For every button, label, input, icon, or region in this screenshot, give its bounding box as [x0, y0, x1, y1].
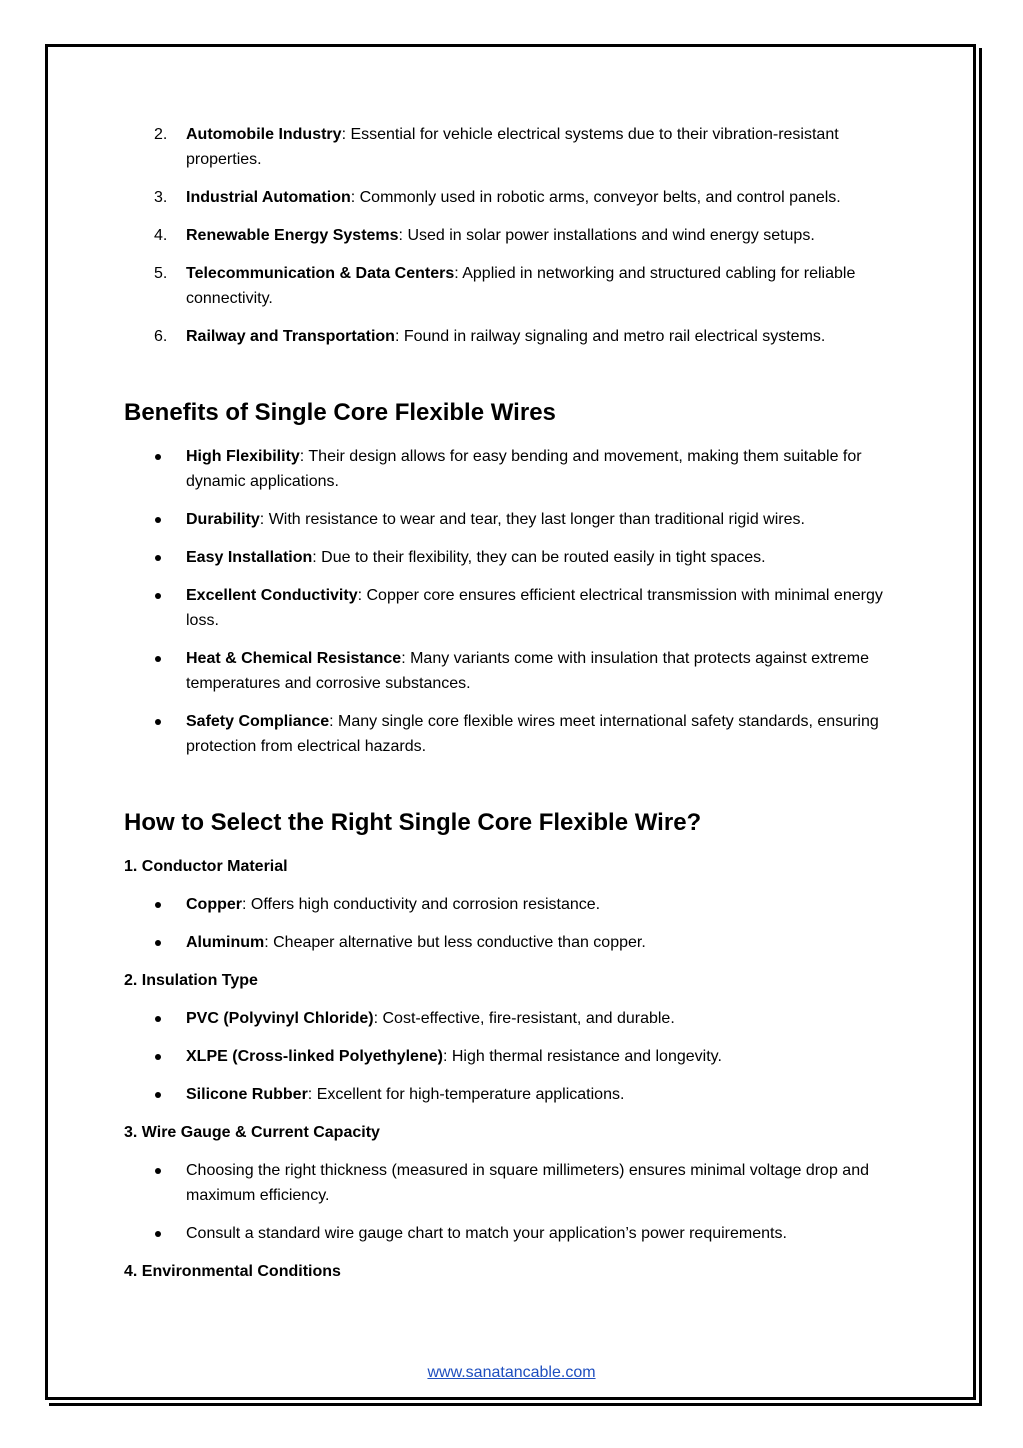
selection-list-item: [124, 1158, 904, 1208]
list-number: 2.: [154, 126, 168, 143]
item-term: Durability: [186, 511, 260, 528]
item-term: Automobile Industry: [186, 126, 342, 143]
bullet-icon: [155, 719, 161, 725]
item-term: Telecommunication & Data Centers: [186, 265, 455, 282]
item-description: : Many variants come with insulation that protects against extreme temperatures and corrosive substances.: [186, 650, 869, 692]
item-term: Silicone Rubber: [186, 1086, 308, 1103]
section-subheading: 4. Environmental Conditions: [124, 1263, 341, 1280]
bullet-icon: [155, 902, 161, 908]
bullet-icon: [155, 593, 161, 599]
benefit-list-item: [124, 583, 904, 633]
section-subheading: 3. Wire Gauge & Current Capacity: [124, 1124, 380, 1141]
item-term: Safety Compliance: [186, 713, 330, 730]
page-content: [124, 122, 904, 1297]
list-number: 6.: [154, 328, 168, 345]
item-description: : Excellent for high-temperature applications.: [307, 1086, 625, 1103]
benefit-list-item: [124, 444, 904, 494]
bullet-icon: [155, 454, 161, 460]
item-description: : Commonly used in robotic arms, conveyor belts, and control panels.: [350, 189, 841, 206]
benefit-list-item: [124, 545, 904, 570]
selection-list-item: [124, 1221, 904, 1246]
benefits-list: [124, 444, 904, 759]
benefit-list-item: [124, 646, 904, 696]
numbered-list-item: [124, 122, 904, 172]
section-subheading: 2. Insulation Type: [124, 972, 258, 989]
item-term: Easy Installation: [186, 549, 313, 566]
selection-list-item: [124, 930, 904, 955]
selection-list-item: [124, 1006, 904, 1031]
item-term: Heat & Chemical Resistance: [186, 650, 402, 667]
numbered-list-item: [124, 185, 904, 210]
item-description: : Cost-effective, fire-resistant, and durable.: [373, 1010, 675, 1027]
numbered-list-item: [124, 324, 904, 349]
bullet-icon: [155, 1168, 161, 1174]
list-number: 4.: [154, 227, 168, 244]
selection-list-item: [124, 1082, 904, 1107]
bullet-icon: [155, 517, 161, 523]
bullet-icon: [155, 940, 161, 946]
item-term: Aluminum: [186, 934, 265, 951]
footer: [0, 1364, 1023, 1382]
item-term: Copper: [186, 896, 242, 913]
item-description: Consult a standard wire gauge chart to match your application’s power requirements.: [186, 1225, 787, 1242]
bullet-icon: [155, 1231, 161, 1237]
item-description: : Copper core ensures efficient electrical transmission with minimal energy loss.: [186, 587, 883, 629]
item-description: : Due to their flexibility, they can be routed easily in tight spaces.: [312, 549, 766, 566]
item-description: : High thermal resistance and longevity.: [442, 1048, 722, 1065]
item-description: Choosing the right thickness (measured in square millimeters) ensures minimal voltage drop and maximum efficiency.: [186, 1162, 869, 1204]
list-number: 3.: [154, 189, 168, 206]
section-subheading: 1. Conductor Material: [124, 858, 288, 875]
numbered-list-item: [124, 261, 904, 311]
list-number: 5.: [154, 265, 168, 282]
item-term: Industrial Automation: [186, 189, 351, 206]
benefit-list-item: [124, 507, 904, 532]
item-term: High Flexibility: [186, 448, 300, 465]
selection-list-item: [124, 892, 904, 917]
item-term: XLPE (Cross-linked Polyethylene): [186, 1048, 443, 1065]
bullet-icon: [155, 656, 161, 662]
bullet-icon: [155, 1092, 161, 1098]
benefits-heading: Benefits of Single Core Flexible Wires: [124, 399, 556, 426]
selection-list-item: [124, 1044, 904, 1069]
bullet-icon: [155, 1016, 161, 1022]
item-description: : Offers high conductivity and corrosion resistance.: [242, 896, 601, 913]
item-term: PVC (Polyvinyl Chloride): [186, 1010, 374, 1027]
item-term: Railway and Transportation: [186, 328, 395, 345]
item-description: : Applied in networking and structured cabling for reliable connectivity.: [186, 265, 856, 307]
item-description: : Their design allows for easy bending and movement, making them suitable for dynamic applications.: [186, 448, 862, 490]
item-description: : Found in railway signaling and metro rail electrical systems.: [394, 328, 826, 345]
bullet-icon: [155, 555, 161, 561]
item-description: : Many single core flexible wires meet international safety standards, ensuring protection from electrical hazards.: [186, 713, 879, 755]
item-description: : With resistance to wear and tear, they last longer than traditional rigid wires.: [259, 511, 805, 528]
item-description: : Used in solar power installations and wind energy setups.: [398, 227, 815, 244]
applications-list: [124, 122, 904, 349]
item-description: : Cheaper alternative but less conductive than copper.: [264, 934, 646, 951]
select-heading: How to Select the Right Single Core Flexible Wire?: [124, 809, 702, 836]
selection-sections: [124, 854, 904, 1284]
item-term: Excellent Conductivity: [186, 587, 358, 604]
item-term: Renewable Energy Systems: [186, 227, 399, 244]
bullet-icon: [155, 1054, 161, 1060]
numbered-list-item: [124, 223, 904, 248]
item-description: : Essential for vehicle electrical systems due to their vibration-resistant properties.: [186, 126, 839, 168]
benefit-list-item: [124, 709, 904, 759]
footer-website-link[interactable]: www.sanatancable.com: [427, 1364, 596, 1381]
